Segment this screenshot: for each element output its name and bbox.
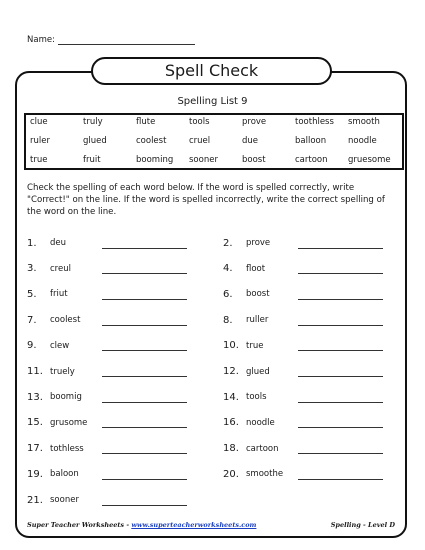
word-bank-word: boost bbox=[242, 155, 266, 165]
name-field bbox=[27, 35, 195, 45]
item-word: boost bbox=[246, 289, 270, 300]
item-word: creul bbox=[50, 263, 71, 274]
exercise-item bbox=[27, 262, 187, 276]
item-number: 14. bbox=[223, 391, 239, 403]
word-bank-word: gruesome bbox=[348, 155, 391, 165]
footer-brand: Super Teacher Worksheets bbox=[27, 521, 125, 529]
item-word: grusome bbox=[50, 417, 88, 428]
word-bank-word: cartoon bbox=[295, 155, 328, 165]
exercise-item bbox=[27, 416, 187, 430]
item-word: noodle bbox=[246, 417, 275, 428]
exercise-item bbox=[223, 313, 383, 327]
item-number: 7. bbox=[27, 314, 37, 326]
answer-line[interactable] bbox=[102, 315, 187, 326]
item-word: friut bbox=[50, 289, 68, 300]
exercise-item bbox=[223, 467, 383, 481]
item-word: truely bbox=[50, 366, 75, 377]
answer-line[interactable] bbox=[102, 366, 187, 377]
exercise-item bbox=[223, 442, 383, 456]
word-bank-word: clue bbox=[30, 117, 48, 127]
word-bank-word: tools bbox=[189, 117, 210, 127]
word-bank-word: glued bbox=[83, 136, 107, 146]
footer-source bbox=[27, 521, 256, 529]
answer-line[interactable] bbox=[298, 263, 383, 274]
word-bank-word: smooth bbox=[348, 117, 380, 127]
answer-line[interactable] bbox=[298, 315, 383, 326]
answer-line[interactable] bbox=[298, 340, 383, 351]
item-word: sooner bbox=[50, 495, 79, 505]
exercise-item bbox=[223, 416, 383, 430]
word-bank-word: prove bbox=[242, 117, 267, 127]
item-number: 9. bbox=[27, 340, 37, 352]
exercise-item bbox=[223, 365, 383, 379]
instructions: Check the spelling of each word below. If the word is spelled correctly, write "Correct!" on the line. If the word is spelled incorrectly, write the correct spelling of the word on the line. bbox=[27, 183, 385, 217]
word-bank-word: due bbox=[242, 136, 259, 146]
item-word: baloon bbox=[50, 469, 79, 480]
word-bank-word: toothless bbox=[295, 117, 334, 127]
item-word: clew bbox=[50, 340, 70, 351]
worksheet-title: Spell Check bbox=[91, 57, 332, 85]
word-bank-word: sooner bbox=[189, 155, 218, 165]
answer-line[interactable] bbox=[102, 443, 187, 454]
word-bank-word: cruel bbox=[189, 136, 211, 146]
item-number: 3. bbox=[27, 263, 37, 275]
item-word: ruller bbox=[246, 315, 269, 326]
item-number: 18. bbox=[223, 443, 239, 455]
answer-line[interactable] bbox=[102, 392, 187, 403]
answer-line[interactable] bbox=[102, 340, 187, 351]
answer-line[interactable] bbox=[298, 238, 383, 249]
item-number: 16. bbox=[223, 417, 239, 429]
item-number: 13. bbox=[27, 391, 43, 403]
exercise-item bbox=[27, 339, 187, 353]
answer-line[interactable] bbox=[102, 495, 187, 506]
word-bank-word: truly bbox=[83, 117, 103, 127]
item-number: 19. bbox=[27, 468, 43, 480]
answer-line[interactable] bbox=[102, 238, 187, 249]
item-number: 15. bbox=[27, 417, 43, 429]
item-number: 2. bbox=[223, 237, 233, 249]
word-bank-word: balloon bbox=[295, 136, 327, 146]
item-word: glued bbox=[246, 366, 270, 377]
item-word: deu bbox=[50, 238, 67, 248]
exercise-item bbox=[27, 287, 187, 301]
exercise-item bbox=[223, 339, 383, 353]
exercise-item bbox=[27, 313, 187, 327]
answer-line[interactable] bbox=[102, 417, 187, 428]
exercise-item bbox=[27, 442, 187, 456]
item-number: 21. bbox=[27, 494, 43, 506]
exercise-item bbox=[27, 467, 187, 481]
item-number: 6. bbox=[223, 288, 233, 300]
exercise-item bbox=[223, 287, 383, 301]
answer-line[interactable] bbox=[298, 366, 383, 377]
word-bank-word: ruler bbox=[30, 136, 50, 146]
exercise-item bbox=[27, 493, 187, 507]
item-word: prove bbox=[246, 238, 271, 248]
item-number: 5. bbox=[27, 288, 37, 300]
exercise-item bbox=[223, 390, 383, 404]
answer-line[interactable] bbox=[298, 417, 383, 428]
answer-line[interactable] bbox=[298, 289, 383, 300]
word-bank-word: fruit bbox=[83, 155, 101, 165]
answer-line[interactable] bbox=[102, 469, 187, 480]
answer-line[interactable] bbox=[102, 263, 187, 274]
word-bank-word: booming bbox=[136, 155, 174, 165]
item-word: floot bbox=[246, 263, 266, 274]
item-word: cartoon bbox=[246, 443, 279, 454]
item-number: 20. bbox=[223, 468, 239, 480]
exercise-item bbox=[27, 365, 187, 379]
word-bank-word: noodle bbox=[348, 136, 377, 146]
item-number: 17. bbox=[27, 443, 43, 455]
answer-line[interactable] bbox=[298, 469, 383, 480]
item-word: boomig bbox=[50, 392, 82, 403]
item-number: 4. bbox=[223, 263, 233, 275]
item-word: tools bbox=[246, 392, 267, 403]
item-number: 10. bbox=[223, 340, 239, 352]
answer-line[interactable] bbox=[298, 392, 383, 403]
name-line[interactable] bbox=[58, 36, 195, 45]
item-number: 1. bbox=[27, 237, 37, 249]
exercise-item bbox=[27, 236, 187, 250]
exercise-item bbox=[223, 262, 383, 276]
exercise-item bbox=[223, 236, 383, 250]
item-number: 11. bbox=[27, 366, 43, 377]
item-word: coolest bbox=[50, 315, 81, 326]
footer-separator: - bbox=[124, 521, 132, 529]
item-word: smoothe bbox=[246, 469, 284, 480]
word-bank-word: flute bbox=[136, 117, 156, 127]
footer-level: Spelling - Level D bbox=[330, 521, 395, 529]
item-word: tothless bbox=[50, 443, 84, 454]
item-word: true bbox=[246, 340, 264, 351]
item-number: 12. bbox=[223, 366, 239, 377]
item-number: 8. bbox=[223, 314, 233, 326]
answer-line[interactable] bbox=[102, 289, 187, 300]
answer-line[interactable] bbox=[298, 443, 383, 454]
name-label: Name: bbox=[27, 35, 55, 45]
footer-link[interactable]: www.superteacherworksheets.com bbox=[131, 521, 257, 529]
spelling-list-title: Spelling List 9 bbox=[177, 96, 248, 107]
word-bank-word: true bbox=[30, 155, 48, 165]
exercise-item bbox=[27, 390, 187, 404]
word-bank-word: coolest bbox=[136, 136, 167, 146]
word-bank bbox=[30, 117, 400, 174]
